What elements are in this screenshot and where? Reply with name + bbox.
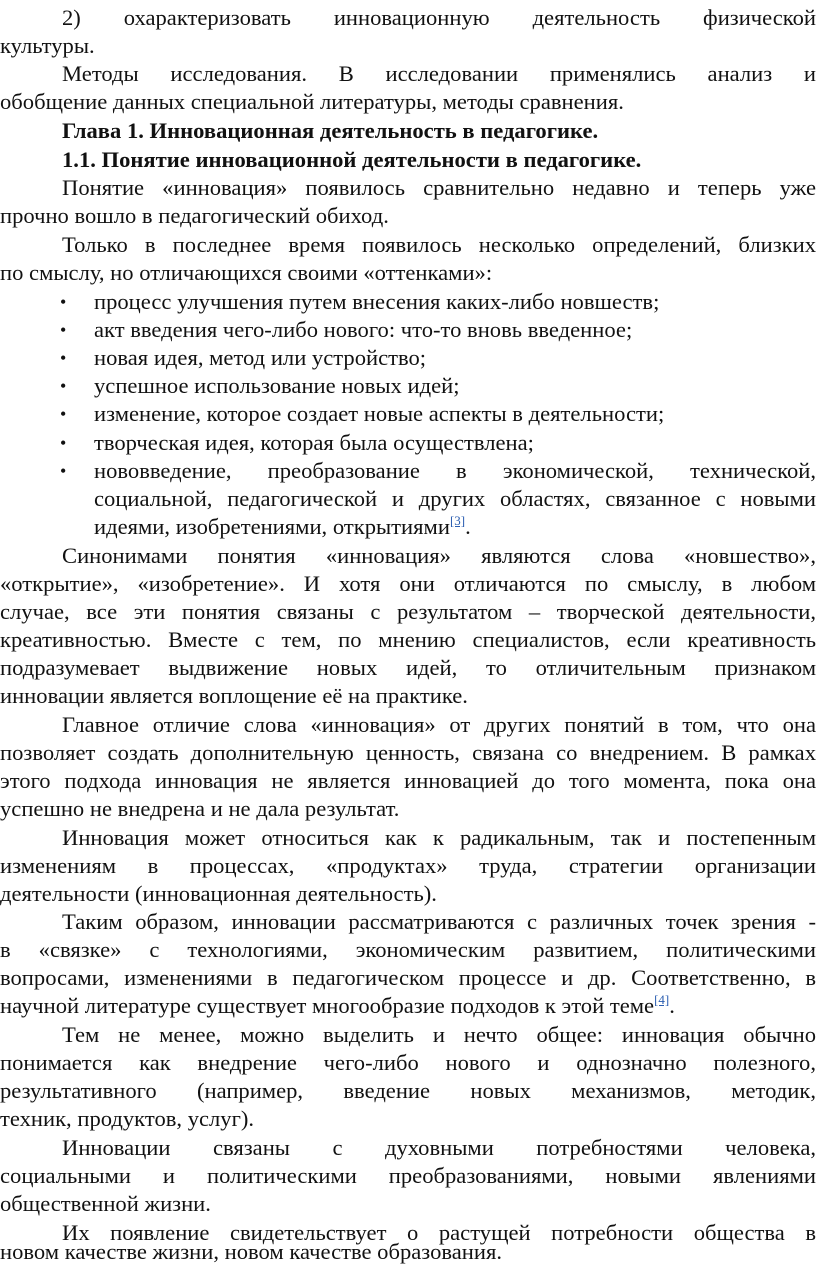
footnote-link-4[interactable]: [4] — [654, 992, 670, 1007]
text-line: «открытие», «изобретение». И хотя они отличаются по смыслу, в любом — [0, 571, 816, 596]
text-line: Синонимами понятия «инновация» являются слова «новшество», — [62, 543, 816, 568]
bullet-icon: • — [60, 376, 67, 396]
text-line: в «связке» с технологиями, экономическим развитием, политическими — [0, 937, 816, 962]
text-line: Методы исследования. В исследовании применялись анализ и — [62, 61, 816, 86]
text-line: Инновации связаны с духовными потребностями человека, — [62, 1135, 816, 1160]
text-line: успешно не внедрена и не дала результат. — [0, 796, 400, 821]
text-line: по смыслу, но отличающихся своими «оттенками»: — [0, 260, 493, 285]
bullet-icon: • — [60, 461, 67, 481]
text-line: новом качестве жизни, новом качестве образования. — [0, 1239, 503, 1264]
text-line: обобщение данных специальной литературы, методы сравнения. — [0, 89, 624, 114]
bullet-icon: • — [60, 348, 67, 368]
list-item-continuation: социальной, педагогической и других областях, связанное с новыми — [94, 486, 816, 511]
list-item: творческая идея, которая была осуществлена; — [94, 430, 534, 455]
text-line: результативного (например, введение новых механизмов, методик, — [0, 1078, 816, 1103]
section-heading: 1.1. Понятие инновационной деятельности в педагогике. — [62, 147, 642, 172]
text-line: позволяет создать дополнительную ценность, связана со внедрением. В рамках — [0, 740, 816, 765]
text-line: креативностью. Вместе с тем, по мнению специалистов, если креативность — [0, 627, 816, 652]
bullet-icon: • — [60, 320, 67, 340]
text-line: Их появление свидетельствует о растущей потребности общества в — [62, 1220, 816, 1245]
list-item: нововведение, преобразование в экономической, технической, — [94, 458, 816, 483]
text-line: изменениям в процессах, «продуктах» труда, стратегии организации — [0, 853, 816, 878]
text-line: общественной жизни. — [0, 1191, 211, 1216]
text-line: случае, все эти понятия связаны с результатом – творческой деятельности, — [0, 599, 816, 624]
footnote-link-3[interactable]: [3] — [449, 513, 466, 528]
text-line: Тем не менее, можно выделить и нечто общее: инновация обычно — [62, 1022, 816, 1047]
text-span: научной литературе существует многообразие подходов к этой теме — [0, 993, 655, 1018]
text-line: деятельности (инновационная деятельность). — [0, 881, 437, 906]
bullet-icon: • — [60, 404, 67, 424]
list-item: новая идея, метод или устройство; — [94, 345, 427, 370]
list-item: успешное использование новых идей; — [94, 373, 460, 398]
text-line: этого подхода инновация не является инновацией до того момента, пока она — [0, 768, 816, 793]
text-span: . — [669, 993, 675, 1018]
text-line: вопросами, изменениями в педагогическом процессе и др. Соответственно, в — [0, 965, 816, 990]
text-line — [0, 992, 816, 1020]
text-line: Только в последнее время появилось несколько определений, близких — [62, 232, 816, 257]
list-item: процесс улучшения путем внесения каких-либо новшеств; — [94, 289, 660, 314]
list-item-continuation — [94, 513, 816, 541]
text-span: идеями, изобретениями, открытиями — [94, 514, 450, 539]
text-line: культуры. — [0, 33, 95, 58]
text-line: инновации является воплощение её на практике. — [0, 683, 468, 708]
text-line: прочно вошло в педагогический обиход. — [0, 203, 389, 228]
text-line: Таким образом, инновации рассматриваются с различных точек зрения - — [62, 909, 816, 934]
bullet-icon: • — [60, 433, 67, 453]
list-item: изменение, которое создает новые аспекты в деятельности; — [94, 401, 665, 426]
text-line: понимается как внедрение чего-либо нового и однозначно полезного, — [0, 1050, 816, 1075]
chapter-heading: Глава 1. Инновационная деятельность в педагогике. — [62, 118, 599, 143]
list-item: акт введения чего-либо нового: что-то вновь введенное; — [94, 317, 633, 342]
text-line: Понятие «инновация» появилось сравнительно недавно и теперь уже — [62, 175, 816, 200]
text-span: . — [465, 514, 471, 539]
text-line: Главное отличие слова «инновация» от других понятий в том, что она — [62, 712, 816, 737]
bullet-icon: • — [60, 292, 67, 312]
text-line: Инновация может относиться как к радикальным, так и постепенным — [62, 825, 816, 850]
text-line: техник, продуктов, услуг). — [0, 1106, 255, 1131]
text-line: социальными и политическими преобразованиями, новыми явлениями — [0, 1163, 816, 1188]
text-line: подразумевает выдвижение новых идей, то отличительным признаком — [0, 655, 816, 680]
text-line: 2) охарактеризовать инновационную деятельность физической — [62, 5, 816, 30]
